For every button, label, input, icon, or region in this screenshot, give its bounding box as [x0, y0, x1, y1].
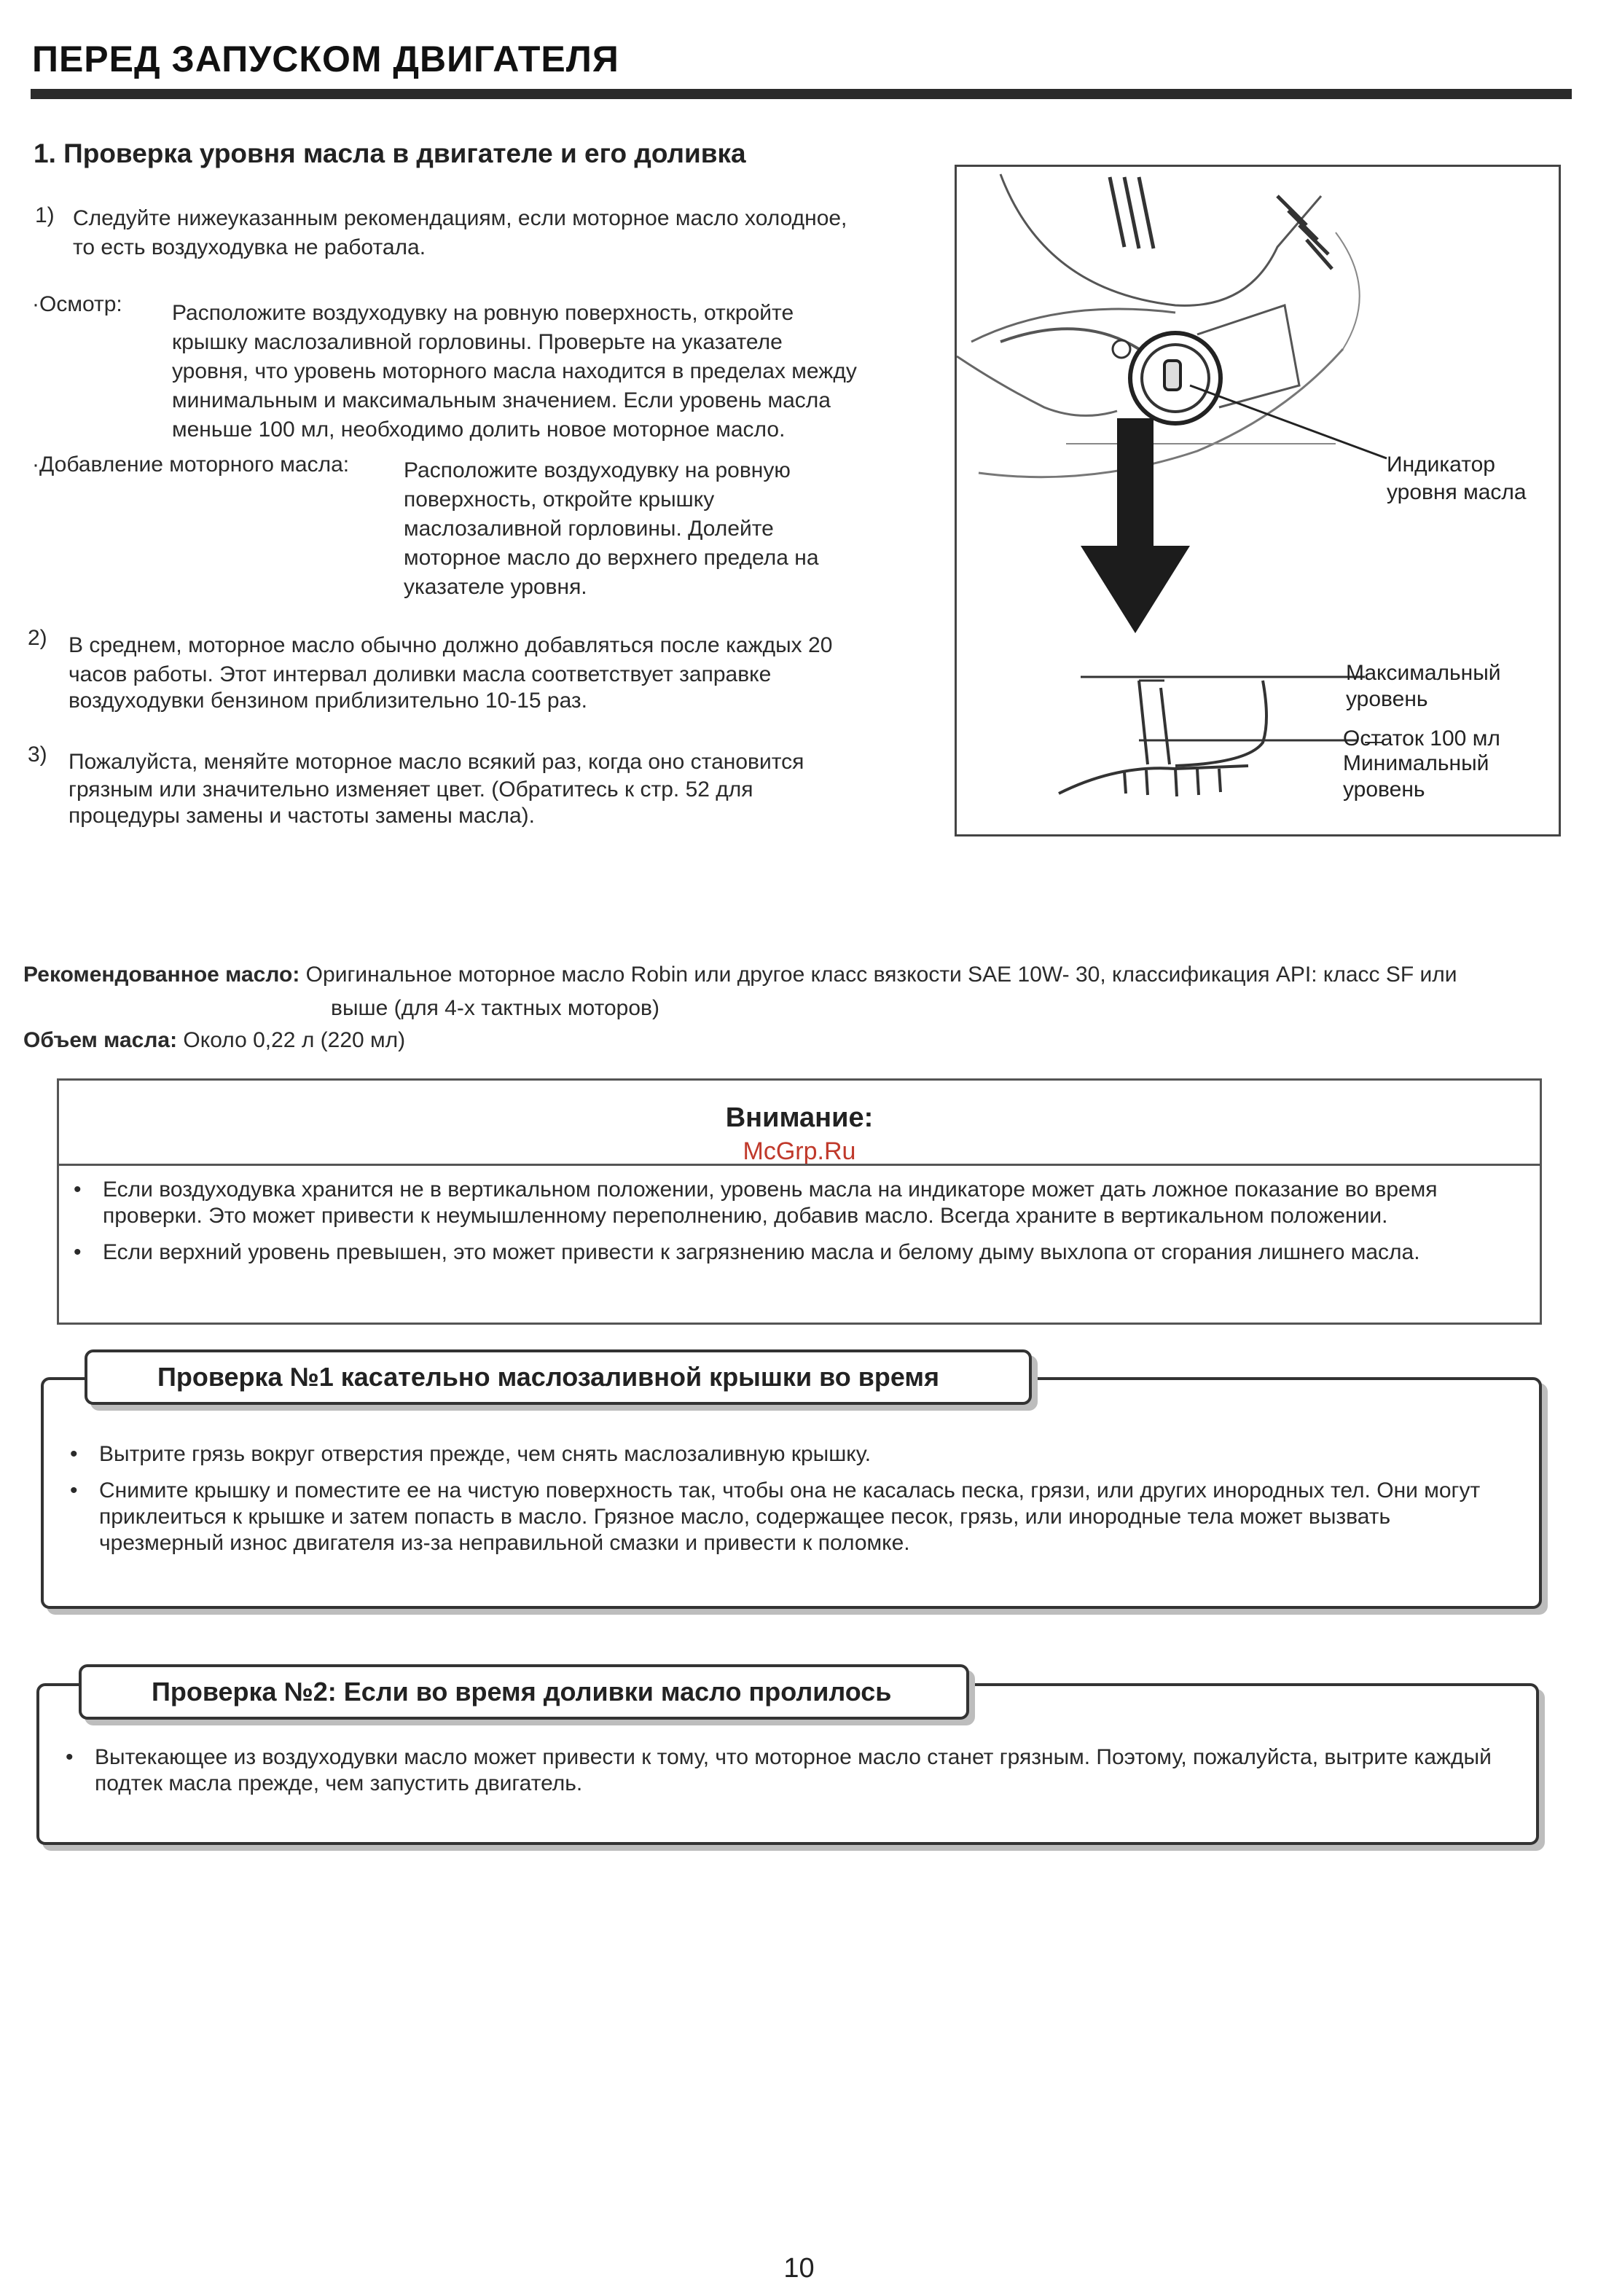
adding-line-4: моторное масло до верхнего предела на	[404, 546, 819, 570]
page-number: 10	[783, 2253, 815, 2284]
indicator-label-line1: Индикатор	[1387, 452, 1495, 477]
warning-item	[71, 1177, 1528, 1229]
item-3-number: 3)	[28, 743, 47, 767]
check-1-item-text: Снимите крышку и поместите ее на чистую поверхность так, чтобы она не касалась песка, грязи, или других инородных тел. Они могут приклеиться к крышке и затем попасть в масло. Грязное масло, содержащее песок, грязь, или инородные тела может вызвать чрезмерный износ двигателя из-за неправильной смазки и привести к поломке.	[99, 1478, 1481, 1555]
warning-item-text: Если воздуходувка хранится не в вертикальном положении, уровень масла на индикаторе может дать ложное показание во время проверки. Это может привести к неумышленному переполнению, добавив масло. Всегда храните в вертикальном положении.	[103, 1178, 1438, 1228]
indicator-label-line2: уровня масла	[1387, 480, 1527, 504]
adding-line-5: указателе уровня.	[404, 575, 587, 599]
warning-item	[71, 1239, 1528, 1266]
check-2-title: Проверка №2: Если во время доливки масло пролилось	[79, 1664, 969, 1720]
remaining-label: Остаток 100 мл	[1343, 726, 1500, 751]
adding-line-3: маслозаливной горловины. Долейте	[404, 517, 774, 541]
oil-level-figure	[955, 165, 1561, 836]
bullet: •	[70, 1442, 78, 1466]
check-1-box	[41, 1377, 1542, 1609]
bullet: •	[74, 1240, 82, 1264]
max-label-line2: уровень	[1346, 687, 1428, 711]
warning-item-text: Если верхний уровень превышен, это может привести к загрязнению масла и белому дыму выхлопа от сгорания лишнего масла.	[103, 1240, 1420, 1264]
min-label-line2: уровень	[1343, 777, 1425, 802]
item-1-text-line1: Следуйте нижеуказанным рекомендациям, если моторное масло холодное,	[73, 206, 847, 230]
adding-label: ·Добавление моторного масла:	[32, 452, 350, 477]
check-1-item-text: Вытрите грязь вокруг отверстия прежде, чем снять маслозаливную крышку.	[99, 1442, 872, 1466]
oil-volume	[23, 1026, 405, 1055]
check-1-item	[67, 1478, 1517, 1556]
recommended-oil	[23, 960, 1575, 990]
section-heading: 1. Проверка уровня масла в двигателе и его доливка	[34, 138, 746, 168]
warning-divider	[59, 1164, 1540, 1166]
item-3-line-1: Пожалуйста, меняйте моторное масло всякий раз, когда оно становится	[68, 750, 804, 774]
inspection-line-2: крышку маслозаливной горловины. Проверьте на указателе	[172, 330, 783, 354]
warning-box	[57, 1078, 1542, 1325]
item-3-line-3: процедуры замены и частоты замены масла).	[68, 804, 535, 828]
oil-volume-label: Объем масла:	[23, 1028, 178, 1052]
recommended-oil-line1: Оригинальное моторное масло Robin или другое класс вязкости SAE 10W- 30, классификация API: класс SF или	[305, 963, 1457, 987]
item-2-line-3: воздуходувки бензином приблизительно 10-15 раз.	[68, 689, 588, 713]
page-title: ПЕРЕД ЗАПУСКОМ ДВИГАТЕЛЯ	[32, 39, 619, 79]
bullet: •	[70, 1478, 78, 1502]
item-3-line-2: грязным или значительно изменяет цвет. (Обратитесь к стр. 52 для	[68, 777, 753, 802]
recommended-oil-label: Рекомендованное масло:	[23, 963, 300, 987]
oil-volume-value: Около 0,22 л (220 мл)	[183, 1028, 406, 1052]
item-2-number: 2)	[28, 626, 47, 650]
min-label-line1: Минимальный	[1343, 751, 1489, 775]
bullet: •	[66, 1745, 74, 1769]
inspection-line-5: меньше 100 мл, необходимо долить новое моторное масло.	[172, 418, 786, 442]
inspection-line-4: минимальным и максимальным значением. Если уровень масла	[172, 388, 831, 412]
check-1-list	[67, 1441, 1517, 1567]
item-2-line-2: часов работы. Этот интервал доливки масла соответствует заправке	[68, 662, 772, 686]
warning-list	[71, 1177, 1528, 1276]
check-1-title: Проверка №1 касательно маслозаливной крышки во время	[85, 1349, 1032, 1405]
max-label-line1: Максимальный	[1346, 661, 1501, 685]
item-1-number: 1)	[35, 203, 55, 227]
check-2-item	[63, 1744, 1516, 1797]
inspection-line-1: Расположите воздуходувку на ровную поверхность, откройте	[172, 301, 794, 325]
recommended-oil-line2: выше (для 4-х тактных моторов)	[331, 996, 659, 1020]
item-1-text-line2: то есть воздуходувка не работала.	[73, 235, 426, 259]
bullet: •	[74, 1178, 82, 1202]
warning-title: Внимание:	[725, 1102, 874, 1133]
check-1-item	[67, 1441, 1517, 1468]
check-2-list	[63, 1744, 1516, 1807]
check-2-item-text: Вытекающее из воздуходувки масло может привести к тому, что моторное масло станет грязным. Поэтому, пожалуйста, вытрите каждый подтек масла прежде, чем запустить двигатель.	[95, 1745, 1492, 1795]
adding-line-1: Расположите воздуходувку на ровную	[404, 458, 791, 482]
inspection-label: ·Осмотр:	[32, 292, 122, 316]
title-rule	[31, 89, 1572, 99]
item-2-line-1: В среднем, моторное масло обычно должно добавляться после каждых 20	[68, 633, 833, 657]
inspection-line-3: уровня, что уровень моторного масла находится в пределах между	[172, 359, 857, 383]
watermark: McGrp.Ru	[743, 1137, 856, 1165]
adding-line-2: поверхность, откройте крышку	[404, 487, 715, 512]
